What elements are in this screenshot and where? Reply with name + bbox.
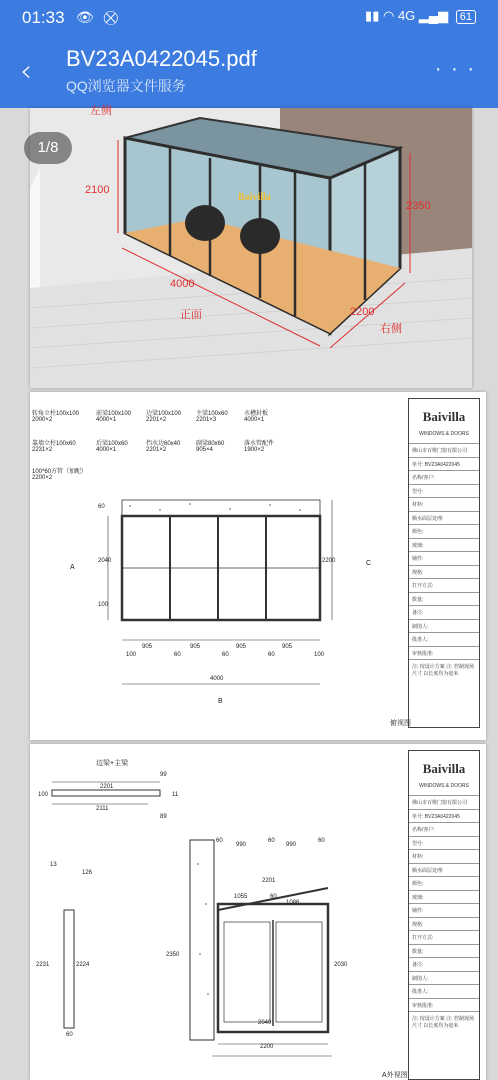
bom-4: 主梁100x60 2201×3 — [196, 411, 228, 423]
tb-row: 审核批准: — [409, 646, 479, 660]
dim-2201: 2201 — [100, 784, 114, 790]
dim-height-left: 2100 — [85, 184, 110, 196]
file-subtitle: QQ浏览器文件服务 — [66, 78, 186, 94]
app-bar — [0, 36, 498, 108]
tb-row: 材料: — [409, 497, 479, 511]
page-indicator: 1/8 — [24, 132, 72, 164]
dim-1055: 1055 — [234, 894, 248, 900]
bom-7: 后梁100x60 4000×1 — [96, 441, 128, 453]
status-bar — [0, 0, 498, 36]
dim-2224: 2224 — [76, 962, 90, 968]
tb-row: 规格: — [409, 917, 479, 931]
dim-60b: 60 — [268, 838, 275, 844]
tb-row: 单号: BV23A0422045 — [409, 457, 479, 471]
tb-row: 制图人: — [409, 971, 479, 985]
tb-row: 打开方式: — [409, 578, 479, 592]
dim-2111: 2111 — [96, 806, 109, 812]
dim-b-5: 60 — [222, 652, 229, 658]
dim-990b: 990 — [286, 842, 297, 848]
tb-row: 规格: — [409, 565, 479, 579]
bom-5: 水槽封板 4000×1 — [244, 411, 269, 423]
tb-row: 备注: — [409, 605, 479, 619]
view-caption-top: 俯视图 — [390, 720, 411, 727]
dim-11: 11 — [172, 792, 179, 798]
dim-13: 13 — [50, 862, 57, 868]
more-menu-button[interactable]: · · · — [434, 58, 476, 80]
signal-icon: ▮▮ ◠ — [365, 8, 395, 23]
dim-60c: 60 — [318, 838, 325, 844]
tb-row: 数量: — [409, 944, 479, 958]
dim-depth: 2200 — [350, 306, 375, 318]
tb-row: 批准人: — [409, 632, 479, 646]
back-button[interactable]: ‹ — [20, 54, 32, 89]
brand-logo: Baivilla — [422, 761, 466, 776]
brand-logo: Baivilla — [422, 409, 466, 424]
brand-watermark: Baivilla — [238, 192, 271, 203]
tb-company: 佛山市百维门窗有限公司 — [409, 443, 479, 457]
dim-bottom-left: 100 — [98, 602, 109, 608]
brand-sub: WINDOWS & DOORS — [419, 783, 469, 789]
network-label: 4G — [397, 8, 416, 23]
dim-60d: 60 — [270, 894, 277, 900]
dim-100: 100 — [38, 792, 49, 798]
dim-right: 2200 — [322, 558, 336, 564]
pdf-page-1 — [30, 105, 472, 388]
tb-row: 颜色: — [409, 524, 479, 538]
detail-title: 边梁+主梁 — [96, 760, 129, 767]
signal-bars-icon: ▂▄▆ — [418, 8, 449, 23]
dim-60e: 60 — [66, 1032, 73, 1038]
dim-b-4: 905 — [190, 644, 201, 650]
tb-row: 审核批准: — [409, 998, 479, 1012]
tb-row: 辅件: — [409, 551, 479, 565]
dim-60a: 60 — [216, 838, 223, 844]
tb-note: 注: 按设计方案 注: 控制现场尺寸 以长度均为毫米 — [409, 659, 479, 685]
tb-row: 顺水面层处理: — [409, 511, 479, 525]
dim-b-1: 100 — [126, 652, 137, 658]
dim-b-9: 100 — [314, 652, 325, 658]
tb-row: 单号: BV23A0422045 — [409, 809, 479, 823]
dim-1086: 1086 — [286, 900, 300, 906]
dim-2200: 2200 — [260, 1044, 274, 1050]
label-front: 正面 — [180, 309, 202, 321]
dim-width: 4000 — [170, 278, 195, 290]
dim-2040: 2040 — [258, 1020, 272, 1026]
tb-row: 材料: — [409, 849, 479, 863]
dim-b-2: 905 — [142, 644, 153, 650]
tb-row: 备注: — [409, 957, 479, 971]
dim-b-7: 60 — [268, 652, 275, 658]
dim-89: 89 — [160, 814, 167, 820]
tb-row: 名称/客户: — [409, 470, 479, 484]
tb-row: 型号: — [409, 836, 479, 850]
tb-row: 顺水面层处理: — [409, 863, 479, 877]
bom-2: 前梁100x100 4000×1 — [96, 411, 132, 423]
tb-note: 注: 按设计方案 注: 控制现场尺寸 以长度均为毫米 — [409, 1011, 479, 1037]
dim-2231: 2231 — [36, 962, 50, 968]
dim-b-8: 905 — [282, 644, 293, 650]
label-left-side: 左侧 — [90, 105, 112, 117]
dim-126: 126 — [82, 870, 93, 876]
title-block — [408, 398, 480, 728]
pdf-page-2 — [30, 392, 486, 740]
dim-99: 99 — [160, 772, 167, 778]
label-b: B — [218, 698, 223, 705]
bom-8: 挡水边60x40 2201×2 — [146, 441, 181, 453]
tb-row: 制图人: — [409, 619, 479, 633]
view-caption-elevation: A外视图 — [382, 1072, 408, 1079]
bom-10: 落水管配件 1900×2 — [244, 441, 275, 453]
dim-990a: 990 — [236, 842, 247, 848]
plan-drawing — [30, 392, 410, 740]
tb-row: 玻璃: — [409, 890, 479, 904]
dim-2201b: 2201 — [262, 878, 276, 884]
label-right-side: 右侧 — [380, 323, 402, 335]
tb-row: 辅件: — [409, 903, 479, 917]
dim-2030: 2030 — [334, 962, 348, 968]
dim-top: 60 — [98, 504, 105, 510]
dim-2350: 2350 — [166, 952, 180, 958]
bom-3: 边梁100x100 2201×2 — [146, 411, 182, 423]
tb-row: 打开方式: — [409, 930, 479, 944]
tb-row: 名称/客户: — [409, 822, 479, 836]
bom-6: 靠墙立柱100x60 2231×2 — [32, 441, 76, 453]
dim-b-6: 905 — [236, 644, 247, 650]
sunroom-render — [30, 108, 472, 388]
tb-row: 颜色: — [409, 876, 479, 890]
label-a: A — [70, 564, 75, 571]
tb-row: 数量: — [409, 592, 479, 606]
bom-9: 副梁80x60 905×4 — [196, 441, 225, 453]
status-right — [365, 8, 476, 24]
tb-company: 佛山市百维门窗有限公司 — [409, 795, 479, 809]
status-icons: 👁 ⛒ — [76, 9, 121, 25]
bom-11: 100*60方管（加配） 2200×2 — [32, 469, 88, 481]
dim-height-right: 2350 — [406, 200, 431, 212]
dim-left: 2040 — [98, 558, 112, 564]
dim-total-width: 4000 — [210, 676, 224, 682]
brand-sub: WINDOWS & DOORS — [419, 431, 469, 437]
title-block-2 — [408, 750, 480, 1080]
pdf-page-3 — [30, 744, 486, 1080]
file-title: BV23A0422045.pdf — [66, 46, 257, 71]
tb-row: 玻璃: — [409, 538, 479, 552]
battery-icon: 61 — [456, 10, 476, 24]
elevation-drawing — [30, 744, 410, 1080]
tb-row: 型号: — [409, 484, 479, 498]
dim-b-3: 60 — [174, 652, 181, 658]
status-time: 01:33 — [22, 8, 65, 27]
label-c: C — [366, 560, 372, 567]
bom-1: 转角立柱100x100 2000×2 — [32, 411, 80, 423]
tb-row: 批准人: — [409, 984, 479, 998]
